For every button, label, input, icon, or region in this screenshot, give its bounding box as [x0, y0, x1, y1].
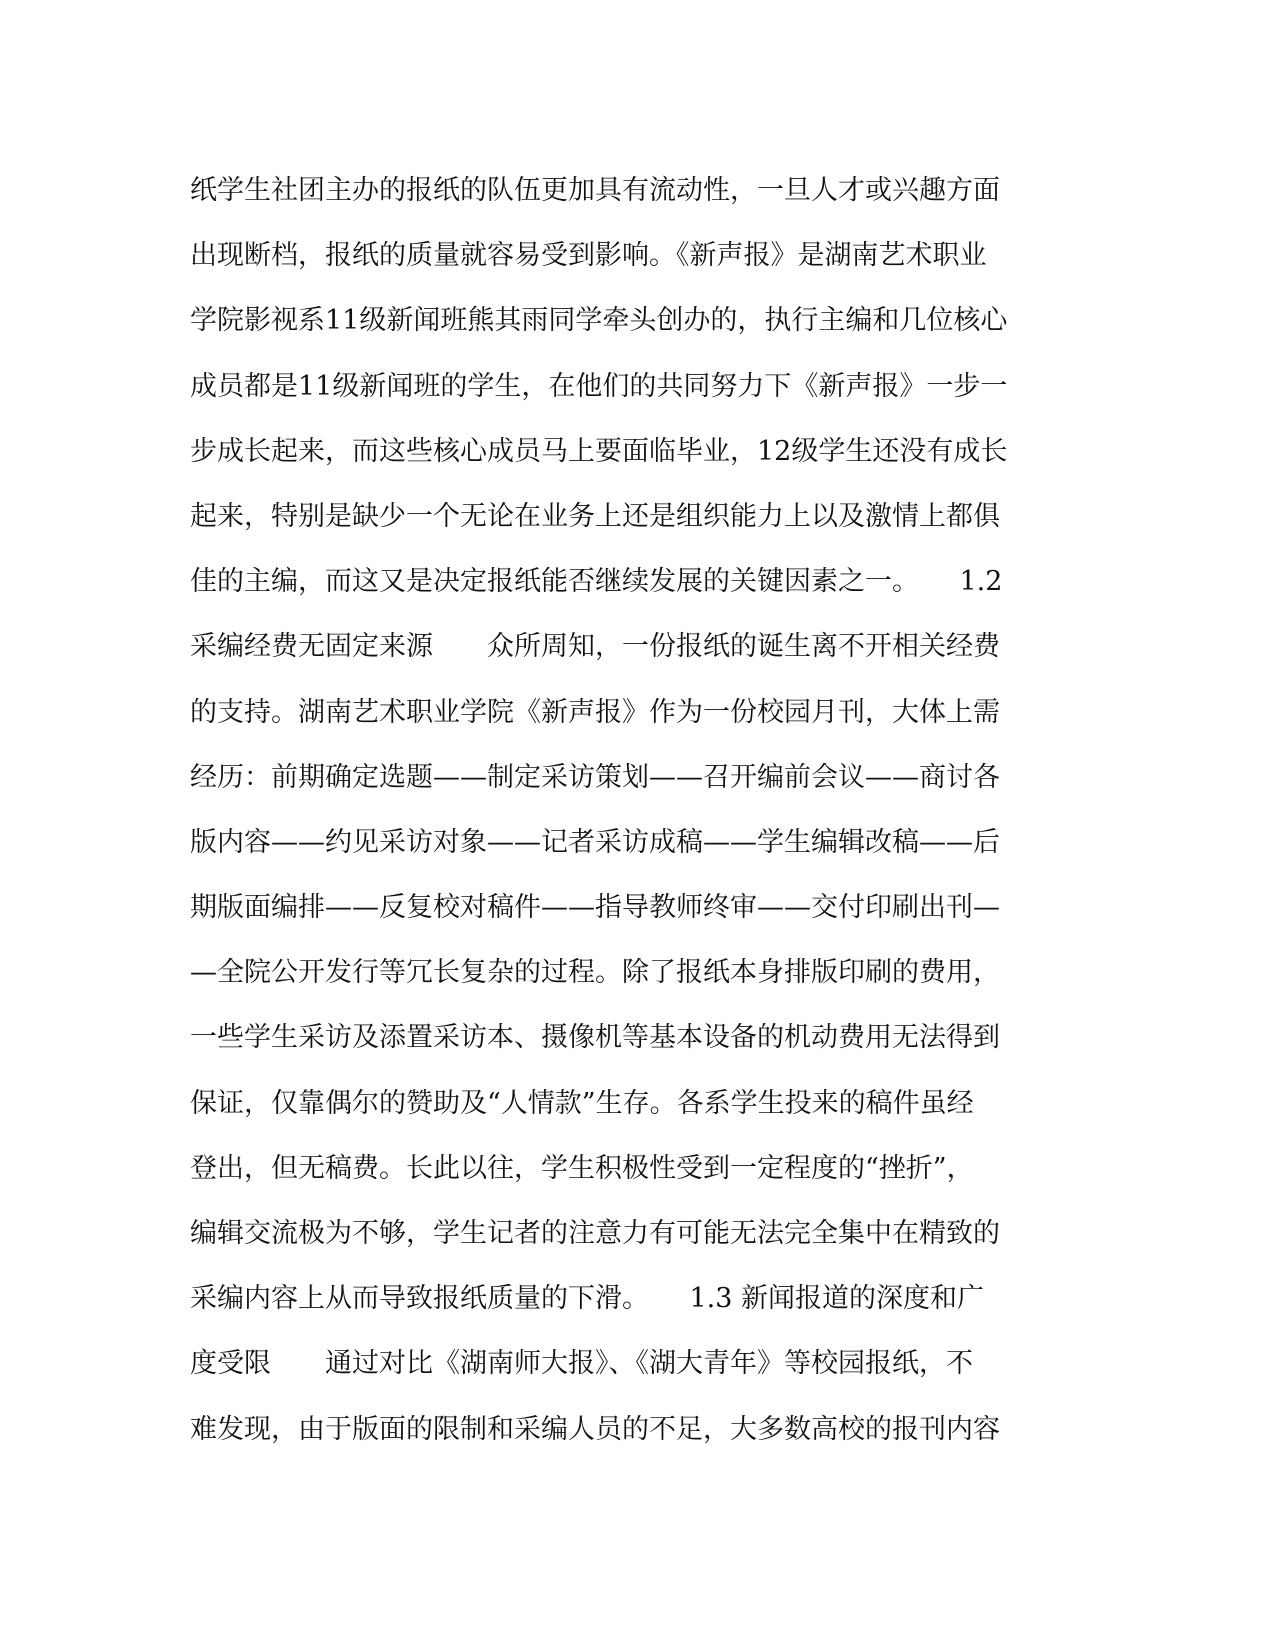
- text-line: 纸学生社团主办的报纸的队伍更加具有流动性，一旦人才或兴趣方面: [190, 175, 1000, 206]
- text-line: 采编经费无固定来源 众所周知，一份报纸的诞生离不开相关经费: [190, 631, 1000, 663]
- text-line: 步成长起来，而这些核心成员马上要面临毕业，12级学生还没有成长: [190, 435, 1008, 467]
- text-line: 期版面编排——反复校对稿件——指导教师终审——交付印刷出刊—: [190, 892, 1000, 924]
- text-line: 登出，但无稿费。长此以往，学生积极性受到一定程度的“挫折”，: [190, 1152, 974, 1184]
- text-line: 版内容——约见采访对象——记者采访成稿——学生编辑改稿——后: [190, 826, 1000, 858]
- text-line: 经历：前期确定选题——制定采访策划——召开编前会议——商讨各: [190, 761, 1000, 793]
- text-line: 出现断档，报纸的质量就容易受到影响。《新声报》是湖南艺术职业: [190, 240, 987, 272]
- text-line: 采编内容上从而导致报纸质量的下滑。 1.3 新闻报道的深度和广: [190, 1283, 985, 1315]
- text-line: 学院影视系11级新闻班熊其雨同学牵头创办的，执行主编和几位核心: [190, 305, 1008, 337]
- text-line: 编辑交流极为不够，学生记者的注意力有可能无法完全集中在精致的: [190, 1218, 1000, 1249]
- text-line: 一些学生采访及添置采访本、摄像机等基本设备的机动费用无法得到: [190, 1022, 1000, 1054]
- text-line: 度受限 通过对比《湖南师大报》、《湖大青年》等校园报纸，不: [190, 1348, 973, 1380]
- text-line: 成员都是11级新闻班的学生，在他们的共同努力下《新声报》一步一: [190, 370, 1008, 402]
- text-line: 保证，仅靠偶尔的赞助及“人情款”生存。各系学生投来的稿件虽经: [190, 1087, 974, 1119]
- text-line: —全院公开发行等冗长复杂的过程。除了报纸本身排版印刷的费用，: [190, 957, 1000, 989]
- text-line: 起来，特别是缺少一个无论在业务上还是组织能力上以及激情上都俱: [190, 500, 1000, 532]
- text-line: 佳的主编，而这又是决定报纸能否继续发展的关键因素之一。 1.2: [190, 566, 1003, 598]
- text-line: 难发现，由于版面的限制和采编人员的不足，大多数高校的报刊内容: [190, 1413, 1000, 1445]
- text-line: 的支持。湖南艺术职业学院《新声报》作为一份校园月刊，大体上需: [190, 696, 1000, 728]
- body-text: [190, 158, 1090, 1462]
